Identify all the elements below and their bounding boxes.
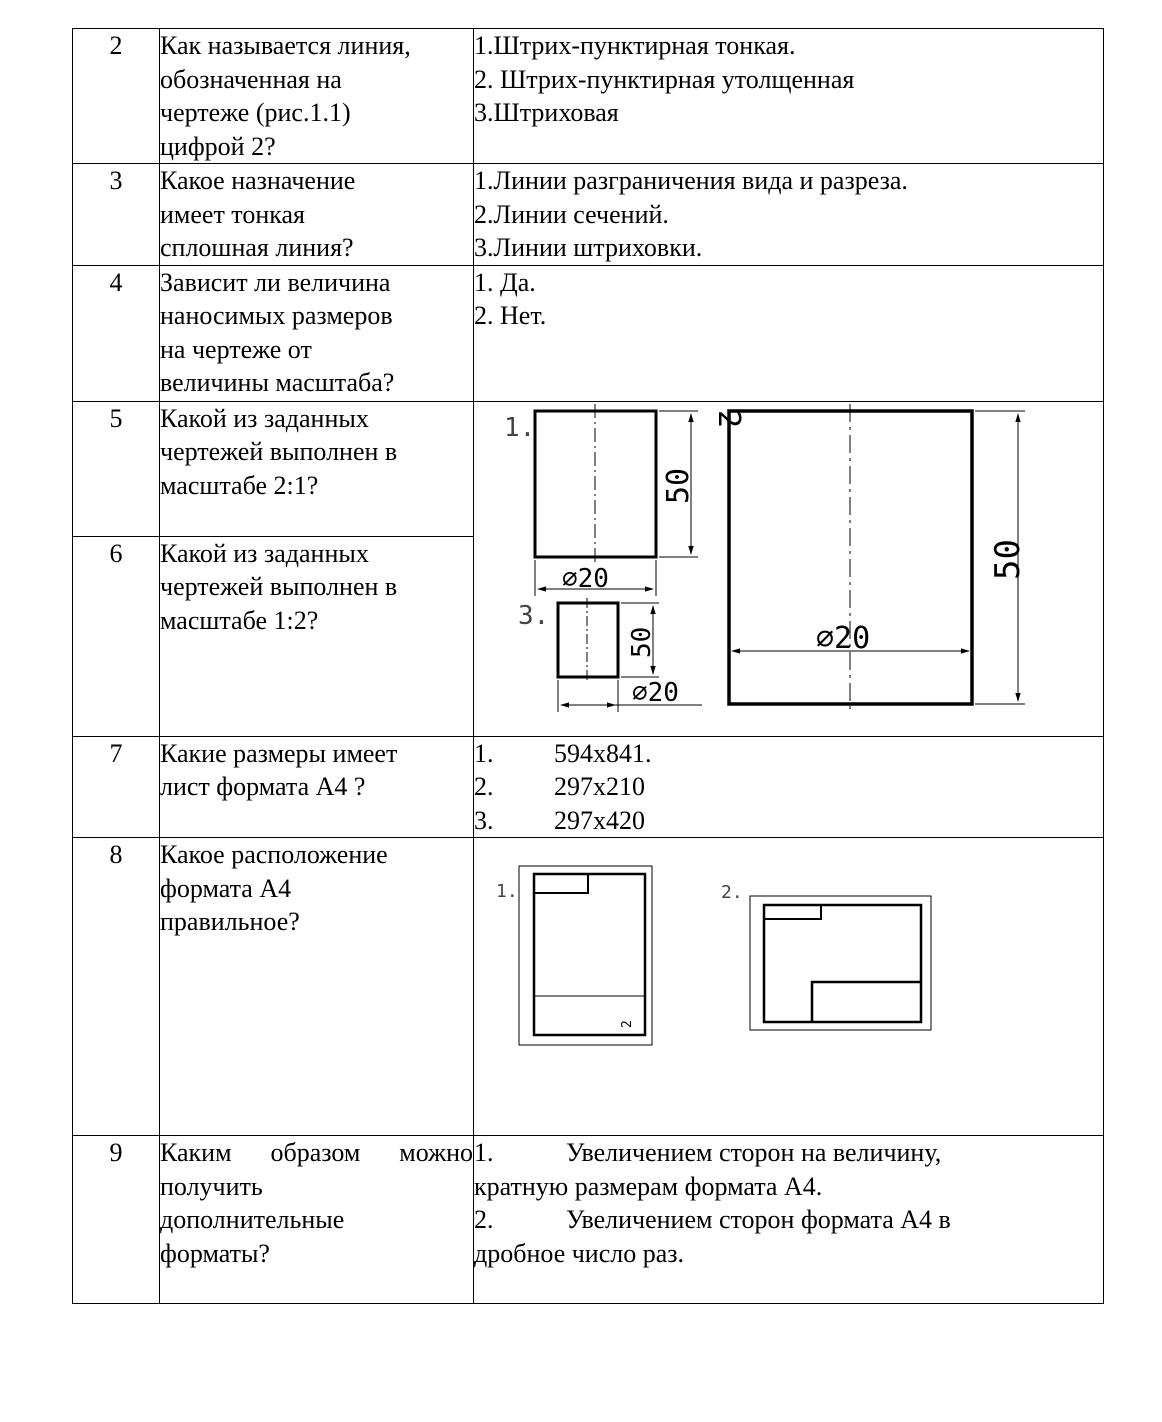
question-line: правильное? bbox=[160, 907, 300, 936]
question-line: наносимых размеров bbox=[160, 301, 393, 330]
row-number: 8 bbox=[73, 838, 160, 1136]
question-cell bbox=[160, 265, 474, 401]
table-row bbox=[73, 164, 1104, 266]
answer-option: 1.Штрих-пунктирная тонкая. bbox=[474, 31, 796, 60]
drawing-3-label: 3. bbox=[518, 600, 550, 631]
question-cell bbox=[160, 838, 474, 1136]
question-line: форматы? bbox=[160, 1238, 270, 1268]
question-line: цифрой 2? bbox=[160, 131, 276, 161]
question-line: Какие размеры имеет bbox=[160, 738, 398, 768]
question-line: лист формата А4 ? bbox=[160, 772, 366, 801]
question-line: чертеже (рис.1.1) bbox=[160, 98, 351, 127]
format-2-corner-box bbox=[764, 905, 821, 919]
drawing-2-height-text: 50 bbox=[988, 538, 1028, 580]
drawing-1-label: 1. bbox=[504, 412, 536, 443]
answer-option-continuation: кратную размерам формата А4. bbox=[474, 1171, 823, 1201]
question-line: Какое назначение bbox=[160, 166, 356, 195]
question-line: Зависит ли величина bbox=[160, 267, 391, 297]
drawing-3-rect bbox=[558, 603, 618, 677]
row-number: 4 bbox=[73, 265, 160, 401]
question-line: масштабе 2:1? bbox=[160, 470, 319, 500]
answer-option: 2. 297х210 bbox=[474, 772, 645, 801]
question-line: масштабе 1:2? bbox=[160, 605, 319, 635]
question-table bbox=[72, 28, 1104, 1304]
drawing-1-diameter-text: ⌀20 bbox=[562, 563, 609, 594]
question-line: на чертеже от bbox=[160, 334, 312, 364]
question-line: формата А4 bbox=[160, 873, 292, 903]
answer-cell bbox=[474, 29, 1104, 164]
answer-option: 3.Штриховая bbox=[474, 98, 619, 127]
format-1-corner-mark: 2 bbox=[620, 1020, 635, 1028]
question-cell bbox=[160, 401, 474, 536]
table-row bbox=[73, 838, 1104, 1136]
row-number: 5 bbox=[73, 401, 160, 536]
answer-cell bbox=[474, 265, 1104, 401]
question-line: получить bbox=[160, 1171, 263, 1201]
table-row bbox=[73, 265, 1104, 401]
format-1-label: 1. bbox=[496, 881, 518, 902]
question-line: дополнительные bbox=[160, 1205, 345, 1234]
answer-option: 1.Линии разграничения вида и разреза. bbox=[474, 166, 908, 195]
question-line: имеет тонкая bbox=[160, 199, 305, 229]
answer-cell bbox=[474, 736, 1104, 838]
table-row bbox=[73, 401, 1104, 536]
answer-option: 3.Линии штриховки. bbox=[474, 233, 703, 262]
row-number: 9 bbox=[73, 1136, 160, 1304]
question-line: Каким образом можно bbox=[160, 1138, 473, 1167]
question-cell bbox=[160, 536, 474, 736]
question-line: Какой из заданных bbox=[160, 538, 369, 568]
drawing-2-diameter-text: ⌀20 bbox=[816, 620, 871, 656]
answer-option: 1. 594х841. bbox=[474, 738, 652, 768]
drawing-3-diameter-text: ⌀20 bbox=[632, 677, 679, 708]
drawing-2-label: 2 bbox=[711, 409, 746, 428]
answer-cell bbox=[474, 1136, 1104, 1304]
question-line: чертежей выполнен в bbox=[160, 572, 398, 601]
question-cell bbox=[160, 736, 474, 838]
answer-cell bbox=[474, 164, 1104, 266]
answer-option: 1. Да. bbox=[474, 267, 536, 297]
format-1-corner-box bbox=[534, 874, 588, 893]
format-2-sheet bbox=[750, 896, 931, 1030]
answer-option: 3. 297х420 bbox=[474, 805, 645, 835]
format-1-frame bbox=[534, 874, 645, 1035]
question-line: Как называется линия, bbox=[160, 31, 411, 60]
format-2-label: 2. bbox=[721, 882, 743, 903]
row-number: 6 bbox=[73, 536, 160, 736]
question-cell bbox=[160, 164, 474, 266]
answer-option: 2. Штрих-пунктирная утолщенная bbox=[474, 64, 855, 94]
question-line: Какой из заданных bbox=[160, 403, 369, 433]
answer-option-continuation: дробное число раз. bbox=[474, 1238, 685, 1268]
answer-option: 2. Увеличением сторон формата А4 в bbox=[474, 1205, 951, 1234]
question-line: сплошная линия? bbox=[160, 233, 354, 262]
table-row bbox=[73, 1136, 1104, 1304]
answer-option: 2.Линии сечений. bbox=[474, 199, 669, 229]
answer-option: 2. Нет. bbox=[474, 301, 547, 330]
question-line: чертежей выполнен в bbox=[160, 437, 398, 466]
question-line: Какое расположение bbox=[160, 840, 388, 869]
drawing-3-height-text: 50 bbox=[627, 626, 657, 658]
row-number: 7 bbox=[73, 736, 160, 838]
scale-drawings-figure bbox=[474, 402, 1102, 736]
question-line: обозначенная на bbox=[160, 64, 342, 94]
row-number: 2 bbox=[73, 29, 160, 164]
format-2-title-block bbox=[812, 982, 921, 1022]
scale-drawings-cell bbox=[474, 401, 1104, 736]
question-cell bbox=[160, 29, 474, 164]
drawing-1-height-text: 50 bbox=[661, 467, 696, 504]
table-row bbox=[73, 29, 1104, 164]
format-drawings-cell bbox=[474, 838, 1104, 1136]
format-drawings-figure bbox=[474, 838, 1102, 1134]
table-row bbox=[73, 736, 1104, 838]
answer-option: 1. Увеличением сторон на величину, bbox=[474, 1138, 942, 1167]
row-number: 3 bbox=[73, 164, 160, 266]
question-line: величины масштаба? bbox=[160, 368, 395, 397]
question-cell bbox=[160, 1136, 474, 1304]
format-2-frame bbox=[764, 905, 921, 1022]
